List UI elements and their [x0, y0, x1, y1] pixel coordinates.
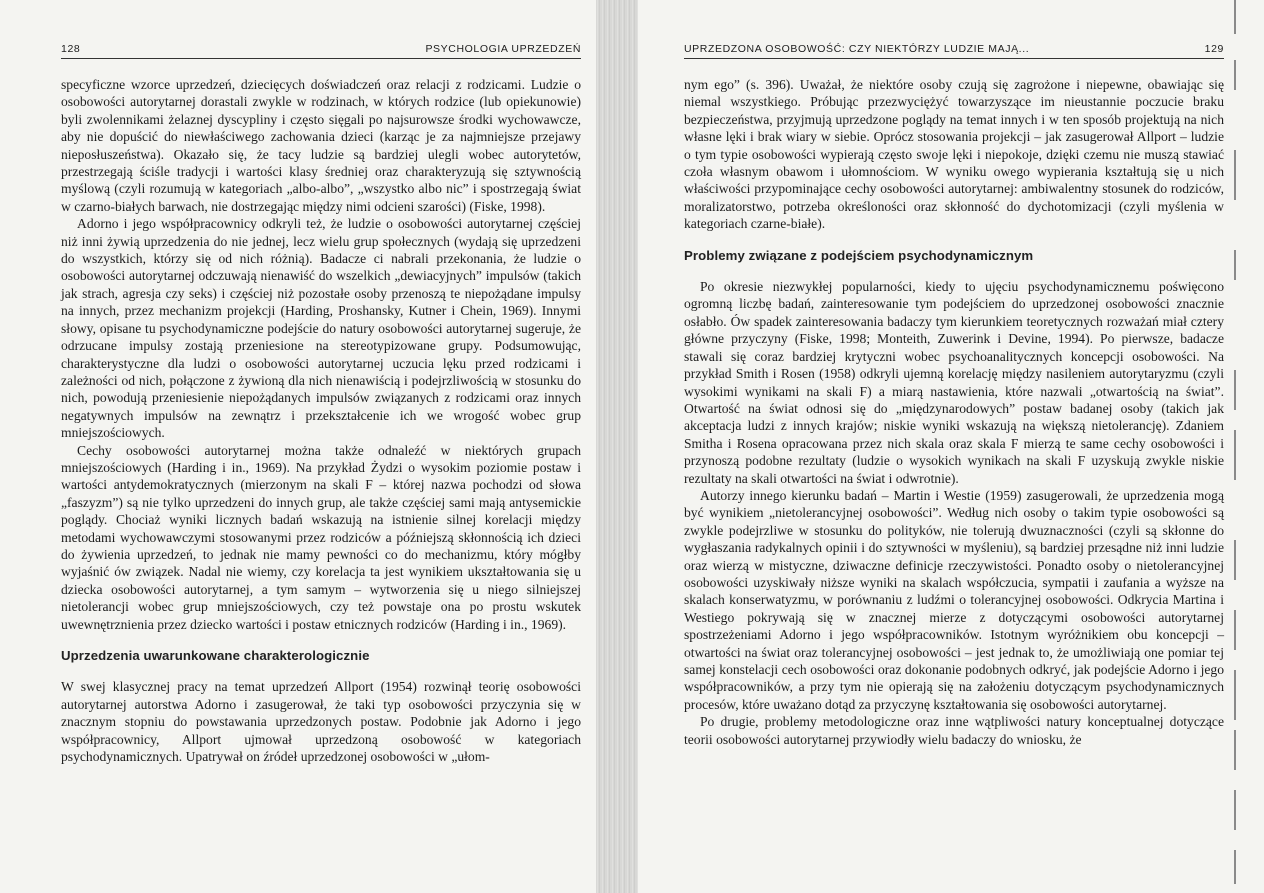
right-page-number: 129 — [1204, 43, 1224, 55]
right-running-head: UPRZEDZONA OSOBOWOŚĆ: CZY NIEKTÓRZY LUDZIE MAJĄ... — [684, 43, 1030, 55]
left-page-number: 128 — [61, 43, 81, 55]
right-page-header — [684, 41, 1224, 59]
left-page-header — [61, 41, 581, 59]
right-paragraph-1: nym ego” (s. 396). Uważał, że niektóre osoby czują się zagrożone i niepewne, obawiając się niemal wszystkiego. Próbując przezwyciężyć towarzyszące im nieustannie poczucie braku bezpieczeństwa, przyjmują uprzedzone poglądy na temat innych i w ten sposób projektują na nich własne lęki i brak wiary w siebie. Oprócz stosowania projekcji – jak zasugerował Allport – ludzie o tym typie osobowości wypierają często swoje lęki i niepokoje, dzięki czemu nie muszą stawiać czoła własnym obawom i ułomnościom. W wyniku owego wypierania kształtują się u nich właściwości przypominające cechy osobowości autorytarnej: ambiwalentny stosunek do rodziców, moralizatorstwo, potrzeba określoności oraz skłonność do dychotomizacji (czyli myślenia w kategoriach czarne-białe). — [684, 77, 1224, 232]
right-page — [638, 0, 1264, 893]
right-page-body — [684, 76, 1224, 748]
book-gutter — [596, 0, 638, 893]
right-paragraph-4: Po drugie, problemy metodologiczne oraz inne wątpliwości natury konceptualnej dotyczące teorii osobowości autorytarnej przywiodły wielu badaczy do wniosku, że — [684, 714, 1224, 747]
left-paragraph-1: specyficzne wzorce uprzedzeń, dziecięcych doświadczeń oraz relacji z rodzicami. Ludzie o osobowości autorytarnej dorastali zwykle w rodzinach, w których rodzice (lub opiekunowie) byli zwolennikami żelaznej dyscypliny i często sięgali po najsurowsze środki wychowawcze, aby nie dopuścić do niewłaściwego zachowania dzieci (karząc je za najmniejsze przejawy nieposłuszeństwa). Okazało się, że tacy ludzie są bardziej ulegli wobec autorytetów, przestrzegają ściśle tradycji i wartości klasy średniej oraz charakteryzują się sztywnością myślową (czyli rozumują w kategoriach „albo-albo”, „wszystko albo nic” i spostrzegają świat w czarno-białych barwach, nie dostrzegając między nimi odcieni szarości) (Fiske, 1998). — [61, 77, 581, 214]
left-section-paragraph: W swej klasycznej pracy na temat uprzedzeń Allport (1954) rozwinął teorię osobowości autorytarnej autorstwa Adorno i zasugerował, że taki typ osobowości przyczynia się w znacznym stopniu do powstawania uprzedzonych postaw. Podobnie jak Adorno i jego współpracownicy, Allport ujmował uprzedzoną osobowość w kategoriach psychodynamicznych. Upatrywał on źródeł uprzedzonej osobowości w „ułom- — [61, 679, 581, 765]
page-edge-marks — [1230, 0, 1250, 893]
left-paragraph-3: Cechy osobowości autorytarnej można także odnaleźć w niektórych grupach mniejszościowych (Harding i in., 1969). Na przykład Żydzi o wysokim poziomie postaw i wartości antydemokratycznych (mierzonym na skali F – której nazwa pochodzi od słowa „faszyzm”) są nie tylko uprzedzeni do innych grup, ale także częściej sami mają antysemickie poglądy. Chociaż wyniki licznych badań wskazują na istnienie silnej korelacji między metodami wychowawczymi stosowanymi przez rodziców a późniejszą skłonnością ich dzieci do żywienia uprzedzeń, to jednak nie mamy pewności co do mechanizmu, który mógłby wyjaśnić ów związek. Nadal nie wiemy, czy korelacja ta jest wynikiem ukształtowania się u dziecka osobowości autorytarnej, a tym samym – wytworzenia się u niego silniejszej nietolerancji wobec grup mniejszościowych, czy też powstaje ona po prostu wskutek uwewnętrznienia przez dziecko wartości i postaw etnicznych rodziców (Harding i in., 1969). — [61, 442, 581, 632]
right-paragraph-3: Autorzy innego kierunku badań – Martin i Westie (1959) zasugerowali, że uprzedzenia mogą być wynikiem „nietolerancyjnej osobowości”. Według nich osoby o takim typie osobowości są zwykle podejrzliwe w stosunku do polityków, nie tolerują dwuznaczności (czyli są skłonne do wygłaszania radykalnych opinii i do sztywności w myśleniu), są bardziej przesądne niż inni ludzie oraz wierzą w mistyczne, dziwaczne definicje rzeczywistości. Ponadto osoby o nietolerancyjnej osobowości uzyskiwały niższe wyniki na skalach współczucia, sympatii i zaufania a wyższe na skalach konserwatyzmu, w porównaniu z ludźmi o tolerancyjnej osobowości. Odkrycia Martina i Westiego pokrywają się w znacznej mierze z dotyczącymi osobowości autorytarnej spostrzeżeniami Adorno i jego współpracowników. Istotnym wyróżnikiem obu koncepcji – otwartości na świat oraz tolerancyjnej osobowości – jest jednak to, że umożliwiają one pomiar tej samej konstelacji cech osobowości oraz dokonanie podobnych odkryć, jak podejście Adorno i jego współpracowników, a przy tym nie opierają się na założeniu dotyczącym psychodynamicznych procesów, które uważano dotąd za przyczynę kształtowania się osobowości autorytarnej. — [684, 487, 1224, 712]
left-paragraph-2: Adorno i jego współpracownicy odkryli też, że ludzie o osobowości autorytarnej częściej niż inni żywią uprzedzenia do nie jednej, lecz wielu grup społecznych (wydają się uprzedzeni do wszystkich, którzy się od nich różnią). Badacze ci nabrali przekonania, że ludzie o osobowości autorytarnej odczuwają nienawiść do wszelkich „dewiacyjnych” impulsów (takich jak strach, agresja czy seks) i częściej niż pozostałe osoby przenoszą te niepożądane impulsy na innych, przez mechanizm projekcji (Harding, Proshansky, Kutner i Chein, 1969). Innymi słowy, opisane tu psychodynamiczne podejście do natury osobowości autorytarnej sugeruje, że odrzucane impulsy zostają przeniesione na stereotypizowane grupy. Podsumowując, charakterystyczne dla ludzi o osobowości autorytarnej uczucia lęku przed rodzicami i zależności od nich, połączone z żywioną dla nich nienawiścią i podejrzliwością w stosunku do nich, powodują przeniesienie niepożądanych impulsów związanych z rodzicami oraz innych negatywnych impulsów na zewnątrz i przekształcenie ich we wrogość wobec grup mniejszościowych. — [61, 216, 581, 441]
left-page-body — [61, 76, 581, 765]
right-section-heading: Problemy związane z podejściem psychodynamicznym — [684, 247, 1034, 263]
right-paragraph-2: Po okresie niezwykłej popularności, kiedy to ujęciu psychodynamicznemu poświęcono ogromną liczbę badań, zainteresowanie tym podejściem do uprzedzonej osobowości znacznie osłabło. Ów spadek zainteresowania badaczy tym kierunkiem teoretycznych rozważań miał cztery główne przyczyny (Fiske, 1998; Monteith, Zuwerink i Devine, 1994). Po pierwsze, badacze stawali się coraz bardziej krytyczni wobec psychoanalitycznych koncepcji osobowości. Na przykład Smith i Rosen (1958) odkryli ujemną korelację między nasileniem autorytaryzmu (czyli wysokimi wynikami na skali F) a miarą nastawienia, które nazwali „otwartością na świat”. Otwartość na świat odnosi się do „międzynarodowych” postaw badanej osoby (takich jak akceptacja ludzi z innych krajów; niskie wyniki wskazują na większą nietolerancję). Zdaniem Smitha i Rosena opracowana przez nich skala oraz skala F mierzą te same cechy osobowości i przynoszą podobne rezultaty (ludzie o wysokich wynikach na skali F uzyskują zwykle niskie rezultaty na skali otwartości na świat i odwrotnie). — [684, 279, 1224, 486]
left-page — [0, 0, 596, 893]
left-running-head: PSYCHOLOGIA UPRZEDZEŃ — [425, 43, 581, 55]
left-section-heading: Uprzedzenia uwarunkowane charakterologicznie — [61, 648, 370, 663]
